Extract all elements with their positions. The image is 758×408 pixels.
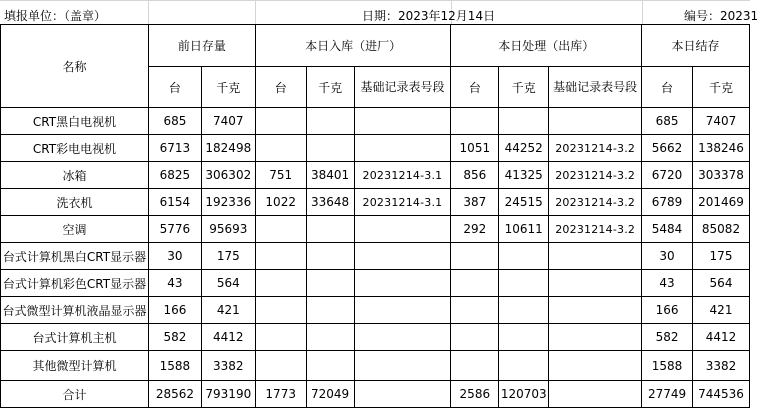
cell-name[interactable]: CRT彩电电视机: [1, 135, 149, 162]
col-header-record-range[interactable]: 基础记录表号段: [549, 67, 642, 108]
cell-out-tai[interactable]: 856: [451, 162, 499, 189]
gridline: [148, 0, 149, 24]
cell-out-tai[interactable]: [451, 243, 499, 270]
cell-end-kg[interactable]: 201469: [693, 189, 750, 216]
number-label[interactable]: 编号：20231: [684, 9, 758, 23]
cell-end-tai[interactable]: 6720: [642, 162, 693, 189]
cell-prev-kg[interactable]: 793190: [201, 381, 255, 408]
cell-out-kg[interactable]: 120703: [499, 381, 549, 408]
cell-end-tai[interactable]: 30: [642, 243, 693, 270]
table-row: [1, 189, 750, 216]
cell-prev-tai[interactable]: 43: [148, 270, 201, 297]
table-row: [1, 270, 750, 297]
cell-end-kg[interactable]: 7407: [693, 108, 750, 135]
cell-end-tai[interactable]: 27749: [642, 381, 693, 408]
cell-prev-kg[interactable]: 3382: [201, 351, 255, 381]
cell-in-tai[interactable]: [255, 324, 306, 351]
cell-out-code[interactable]: [549, 243, 642, 270]
cell-in-tai[interactable]: 1773: [255, 381, 306, 408]
cell-in-code[interactable]: [354, 297, 451, 324]
cell-in-tai[interactable]: [255, 135, 306, 162]
col-header-end-stock[interactable]: 本日结存: [642, 25, 750, 67]
cell-end-tai[interactable]: 582: [642, 324, 693, 351]
cell-end-kg[interactable]: 421: [693, 297, 750, 324]
cell-end-tai[interactable]: 43: [642, 270, 693, 297]
col-header-unit-tai[interactable]: 台: [255, 67, 306, 108]
cell-prev-kg[interactable]: 182498: [201, 135, 255, 162]
table-row: [1, 216, 750, 243]
cell-name[interactable]: 台式计算机黑白CRT显示器: [1, 243, 149, 270]
col-header-unit-kg[interactable]: 千克: [306, 67, 354, 108]
col-header-in-today[interactable]: 本日入库（进厂）: [255, 25, 451, 67]
cell-in-tai[interactable]: [255, 108, 306, 135]
cell-prev-kg[interactable]: 175: [201, 243, 255, 270]
cell-out-code[interactable]: [549, 324, 642, 351]
cell-out-kg[interactable]: 41325: [499, 162, 549, 189]
cell-in-kg[interactable]: 38401: [306, 162, 354, 189]
cell-in-tai[interactable]: [255, 216, 306, 243]
cell-out-code[interactable]: [549, 108, 642, 135]
cell-prev-kg[interactable]: 95693: [201, 216, 255, 243]
cell-out-code[interactable]: 20231214-3.2: [549, 216, 642, 243]
cell-name[interactable]: 台式微型计算机液晶显示器: [1, 297, 149, 324]
col-header-processed-today[interactable]: 本日处理（出库）: [451, 25, 642, 67]
table-row: [1, 135, 750, 162]
cell-prev-kg[interactable]: 306302: [201, 162, 255, 189]
cell-prev-tai[interactable]: 30: [148, 243, 201, 270]
cell-out-tai[interactable]: 292: [451, 216, 499, 243]
cell-in-tai[interactable]: [255, 270, 306, 297]
col-header-name[interactable]: 名称: [1, 25, 149, 108]
cell-in-code[interactable]: [354, 351, 451, 381]
col-header-unit-kg[interactable]: 千克: [499, 67, 549, 108]
cell-out-tai[interactable]: [451, 324, 499, 351]
table-row: [1, 162, 750, 189]
cell-in-kg[interactable]: [306, 324, 354, 351]
cell-out-code[interactable]: 20231214-3.2: [549, 162, 642, 189]
cell-end-kg[interactable]: 3382: [693, 351, 750, 381]
cell-name[interactable]: 台式计算机主机: [1, 324, 149, 351]
cell-out-kg[interactable]: 10611: [499, 216, 549, 243]
col-header-unit-tai[interactable]: 台: [451, 67, 499, 108]
cell-out-tai[interactable]: 1051: [451, 135, 499, 162]
cell-in-code[interactable]: [354, 381, 451, 408]
cell-in-tai[interactable]: [255, 243, 306, 270]
col-header-prev-stock[interactable]: 前日存量: [148, 25, 255, 67]
cell-end-kg[interactable]: 138246: [693, 135, 750, 162]
inventory-table: [0, 24, 750, 408]
cell-end-kg[interactable]: 744536: [693, 381, 750, 408]
cell-out-kg[interactable]: [499, 297, 549, 324]
cell-out-code[interactable]: [549, 270, 642, 297]
cell-prev-kg[interactable]: 192336: [201, 189, 255, 216]
cell-out-code[interactable]: [549, 351, 642, 381]
cell-in-tai[interactable]: 1022: [255, 189, 306, 216]
cell-out-code[interactable]: 20231214-3.2: [549, 135, 642, 162]
gridline: [642, 0, 643, 24]
cell-in-kg[interactable]: [306, 297, 354, 324]
cell-name[interactable]: 冰箱: [1, 162, 149, 189]
cell-name[interactable]: 台式计算机彩色CRT显示器: [1, 270, 149, 297]
cell-name[interactable]: 合计: [1, 381, 149, 408]
gridline: [255, 0, 256, 24]
cell-in-kg[interactable]: [306, 351, 354, 381]
cell-end-tai[interactable]: 685: [642, 108, 693, 135]
cell-in-code[interactable]: 20231214-3.1: [354, 162, 451, 189]
cell-in-kg[interactable]: [306, 243, 354, 270]
cell-name[interactable]: CRT黑白电视机: [1, 108, 149, 135]
cell-end-kg[interactable]: 564: [693, 270, 750, 297]
table-row: [1, 243, 750, 270]
cell-out-kg[interactable]: [499, 270, 549, 297]
cell-in-kg[interactable]: 33648: [306, 189, 354, 216]
cell-prev-tai[interactable]: 6825: [148, 162, 201, 189]
cell-out-kg[interactable]: [499, 243, 549, 270]
col-header-unit-tai[interactable]: 台: [642, 67, 693, 108]
cell-prev-tai[interactable]: 28562: [148, 381, 201, 408]
table-row: [1, 108, 750, 135]
cell-prev-tai[interactable]: 166: [148, 297, 201, 324]
cell-out-tai[interactable]: 2586: [451, 381, 499, 408]
cell-prev-kg[interactable]: 4412: [201, 324, 255, 351]
table-row: [1, 351, 750, 381]
cell-out-kg[interactable]: 24515: [499, 189, 549, 216]
cell-out-kg[interactable]: [499, 351, 549, 381]
cell-out-tai[interactable]: [451, 270, 499, 297]
cell-prev-kg[interactable]: 421: [201, 297, 255, 324]
cell-prev-tai[interactable]: 1588: [148, 351, 201, 381]
cell-in-code[interactable]: [354, 108, 451, 135]
cell-end-kg[interactable]: 303378: [693, 162, 750, 189]
cell-in-tai[interactable]: 751: [255, 162, 306, 189]
table-row: [1, 324, 750, 351]
cell-out-code[interactable]: 20231214-3.2: [549, 189, 642, 216]
header-row-groups: [1, 25, 750, 67]
table-row: [1, 297, 750, 324]
cell-in-code[interactable]: [354, 243, 451, 270]
cell-out-tai[interactable]: 387: [451, 189, 499, 216]
cell-end-tai[interactable]: 6789: [642, 189, 693, 216]
cell-prev-kg[interactable]: 564: [201, 270, 255, 297]
cell-name[interactable]: 空调: [1, 216, 149, 243]
col-header-unit-tai[interactable]: 台: [148, 67, 201, 108]
cell-end-tai[interactable]: 1588: [642, 351, 693, 381]
reporting-unit-label[interactable]: 填报单位：（盖章）: [4, 9, 107, 23]
cell-in-tai[interactable]: [255, 297, 306, 324]
cell-prev-tai[interactable]: 582: [148, 324, 201, 351]
cell-prev-tai[interactable]: 5776: [148, 216, 201, 243]
cell-out-code[interactable]: [549, 381, 642, 408]
gridline: [0, 0, 750, 1]
cell-end-kg[interactable]: 175: [693, 243, 750, 270]
cell-in-kg[interactable]: [306, 216, 354, 243]
cell-in-code[interactable]: 20231214-3.1: [354, 189, 451, 216]
cell-in-kg[interactable]: [306, 270, 354, 297]
cell-in-code[interactable]: [354, 216, 451, 243]
cell-name[interactable]: 洗衣机: [1, 189, 149, 216]
cell-in-code[interactable]: [354, 324, 451, 351]
cell-in-kg[interactable]: [306, 135, 354, 162]
cell-in-kg[interactable]: [306, 108, 354, 135]
cell-out-kg[interactable]: 44252: [499, 135, 549, 162]
table-body: [1, 108, 750, 408]
cell-out-kg[interactable]: [499, 324, 549, 351]
cell-prev-tai[interactable]: 6154: [148, 189, 201, 216]
cell-prev-tai[interactable]: 685: [148, 108, 201, 135]
date-label[interactable]: 日期：2023年12月14日: [362, 9, 496, 23]
col-header-record-range[interactable]: 基础记录表号段: [354, 67, 451, 108]
cell-out-kg[interactable]: [499, 108, 549, 135]
col-header-unit-kg[interactable]: 千克: [693, 67, 750, 108]
cell-end-tai[interactable]: 166: [642, 297, 693, 324]
cell-prev-tai[interactable]: 6713: [148, 135, 201, 162]
cell-name[interactable]: 其他微型计算机: [1, 351, 149, 381]
cell-out-code[interactable]: [549, 297, 642, 324]
cell-out-tai[interactable]: [451, 351, 499, 381]
cell-prev-kg[interactable]: 7407: [201, 108, 255, 135]
total-row: [1, 381, 750, 408]
cell-end-tai[interactable]: 5662: [642, 135, 693, 162]
cell-in-code[interactable]: [354, 135, 451, 162]
cell-end-kg[interactable]: 85082: [693, 216, 750, 243]
cell-end-tai[interactable]: 5484: [642, 216, 693, 243]
cell-in-kg[interactable]: 72049: [306, 381, 354, 408]
cell-out-tai[interactable]: [451, 297, 499, 324]
cell-in-tai[interactable]: [255, 351, 306, 381]
cell-in-code[interactable]: [354, 270, 451, 297]
col-header-unit-kg[interactable]: 千克: [201, 67, 255, 108]
cell-out-tai[interactable]: [451, 108, 499, 135]
cell-end-kg[interactable]: 4412: [693, 324, 750, 351]
